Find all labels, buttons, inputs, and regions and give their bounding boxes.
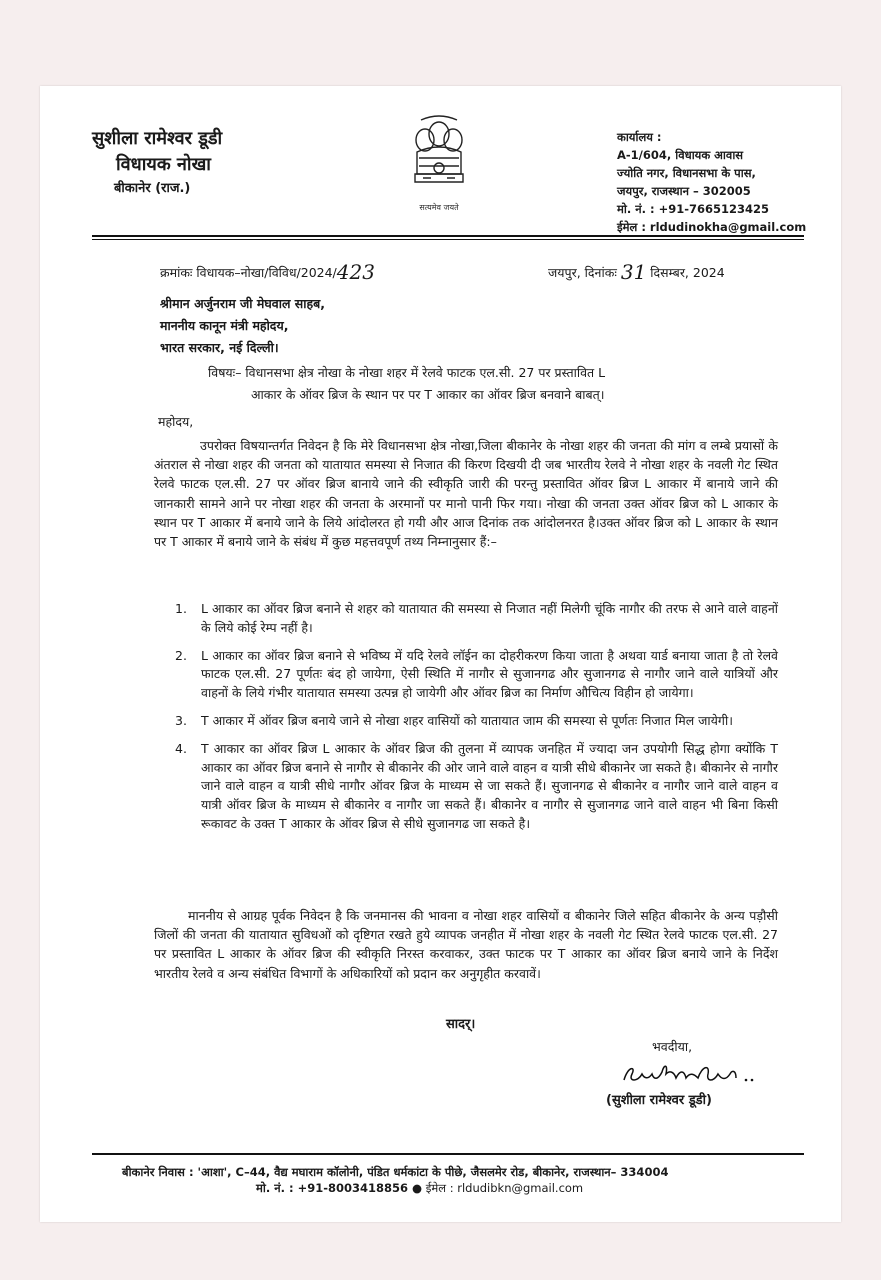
date-rest: दिसम्बर, 2024 [650,265,725,280]
reference-handwritten-number: 423 [336,260,375,284]
footer-email: ● ईमेल : rldudibkn@gmail.com [412,1181,584,1195]
subject-block [208,362,768,406]
office-phone: मो. नं. : +91-7665123425 [617,202,770,216]
office-email: ईमेल : rldudinokha@gmail.com [617,220,807,234]
subject-line: विषयः– विधानसभा क्षेत्र नोखा के नोखा शहर में रेलवे फाटक एल.सी. 27 पर प्रस्तावित L [208,365,606,380]
office-line3: जयपुर, राजस्थान – 302005 [617,184,751,198]
footer-address: बीकानेर निवास : 'आशा', C–44, वैद्य मघाराम कॉलोनी, पंडित धर्मकांटा के पीछे, जैसलमेर रोड, बीकानेर, राजस्थान– 334004 [122,1165,669,1179]
addressee-line: माननीय कानून मंत्री महोदय, [160,318,289,333]
paragraph-1-text: उपरोक्त विषयान्तर्गत निवेदन है कि मेरे विधानसभा क्षेत्र नोखा,जिला बीकानेर के नोखा शहर की जनता की मांग व लम्बे प्रयासों के अंतराल से नोखा शहर की जनता को यातायात समस्या से निजात की किरण दिखयी दी जब भारतीय रेलवे ने नोखा शहर के नवली गेट स्थित रेलवे फाटक एल.सी. 27 पर ऑवर ब्रिज बानाये जाने की स्वीकृति जारी की परन्तु प्रस्तावित ऑवर ब्रिज L आकार में बानाये जाने की जानकारी सामने आने पर नोखा शहर की जनता के अरमानों पर मानो पानी फिर गया। नोखा की जनता उक्त ऑवर ब्रिज को L आकार के स्थान पर T आकार में बनाये जाने के लिये आंदोलरत हो गयी और आज दिनांक तक आंदोलनरत है।उक्त ऑवर ब्रिज को L आकार के स्थान पर T आकार में बनाये जाने के संबंध में कुछ महत्तवपूर्ण तथ्य निम्नानुसार हैं:– [154,438,778,550]
header-divider [92,235,804,237]
signatory-name: (सुशीला रामेश्वर डूडी) [606,1093,712,1108]
list-item-text: L आकार का ऑवर ब्रिज बनाने से शहर को यातायात की समस्या से निजात नहीं मिलेगी चूंकि नागौर की तरफ से आने वाले वाहनों के लिये कोई रेम्प नहीं है। [201,601,778,635]
footer-phone: मो. नं. : +91-8003418856 [256,1181,409,1195]
paragraph-2-text: माननीय से आग्रह पूर्वक निवेदन है कि जनमानस की भावना व नोखा शहर वासियों व बीकानेर जिले सहित बीकानेर के अन्य पड़ौसी जिलों की जनता की यातायात सुविधओं को दृष्टिगत रखते हुये व्यापक जनहीत में नोखा शहर के नवली गेट स्थित रेलवे फाटक एल.सी. 27 पर प्रस्तावित L आकार के ऑवर ब्रिज की स्वीकृति निरस्त करवाकर, उक्त फाटक पर T आकार का ऑवर ब्रिज बनाये जाने के निर्देश भारतीय रेलवे व अन्य संबंधित विभागों के अधिकारियों को प्रदान कर अनुगृहीत करवावें। [154,908,778,981]
list-item-number: 4. [175,740,187,756]
salutation: महोदय, [158,414,194,429]
header-divider-thin [92,239,804,240]
list-item-text: L आकार का ऑवर ब्रिज बनाने से भविष्य में यदि रेलवे लॉईन का दोहरीकरण किया जाता है अथवा यार्ड बनाया जाता है तो रेलवे फाटक एल.सी. 27 पूर्णतः बंद हो जायेगा, ऐसी स्थिति में नागौर से सुजानगढ और सुजानगढ से नागौर जाने वाले यात्रियों और वाहनों के लिये गंभीर यातायात समस्या उत्पन्न हो जायेगी और ऑवर ब्रिज का निर्माण औचित्य विहीन हो जायेगा। [201,647,778,701]
subject-line: आकार के ऑवर ब्रिज के स्थान पर पर T आकार का ऑवर ब्रिज बनवाने बाबत्। [251,387,605,402]
list-item [175,647,778,703]
valediction: भवदीया, [652,1039,693,1054]
reference-prefix: क्रमांकः विधायक–नोखा/विविध/2024/ [160,265,337,280]
office-line1: A-1/604, विधायक आवास [617,148,744,162]
list-item-number: 1. [175,601,187,616]
footer-divider [92,1153,804,1155]
sender-city: बीकानेर (राज.) [114,181,191,196]
list-item [175,600,778,638]
closing: सादर्। [446,1017,476,1032]
office-line2: ज्योति नगर, विधानसभा के पास, [617,166,756,180]
list-item-text: T आकार का ऑवर ब्रिज L आकार के ऑवर ब्रिज की तुलना में व्यापक जनहित में ज्यादा जन उपयोगी सिद्ध होगा क्योंकि T आकार का ऑवर ब्रिज बनाने से नागौर से बीकानेर की ओर जाने वाले वाहन व यात्री सीधे बीकानेर जा सकते है। बीकानेर से नागौर जाने वाले वाहन व यात्री सीधे नागौर ऑवर ब्रिज के माध्यम से जा सकते हैं। सुजानगढ से बीकानेर व नागौर जाने वाले वाहन व यात्री ऑवर ब्रिज के माध्यम से बीकानेर व नागौर जा सकते हैं। बीकानेर व नागौर से सुजानगढ जाने वाले वाहन भी बिना किसी रूकावट के उक्त T आकार के ऑवर ब्रिज से सीधे सुजानगढ जा सकते है। [201,740,778,831]
body-paragraph-2 [154,906,778,983]
facts-list [175,600,778,843]
list-item-text: T आकार में ऑवर ब्रिज बनाये जाने से नोखा शहर वासियों को यातायात जाम की समस्या से पूर्णतः निजात मिल जायेगी। [201,712,733,728]
list-item [175,740,778,834]
body-paragraph-1 [154,436,778,551]
letter-date [548,258,725,282]
addressee-block [160,293,325,359]
list-item [175,712,778,731]
svg-text:सत्यमेव जयते: सत्यमेव जयते [419,203,459,212]
national-emblem-icon [403,112,475,216]
sender-name: सुशीला रामेश्वर डूडी [92,128,223,149]
list-item-number: 2. [175,647,187,663]
addressee-line: श्रीमान अर्जुनराम जी मेघवाल साहब, [160,296,325,311]
addressee-line: भारत सरकार, नई दिल्ली। [160,340,279,355]
office-label: कार्यालय : [617,130,662,144]
list-item-number: 3. [175,712,187,728]
office-address [617,128,806,236]
date-prefix: जयपुर, दिनांकः [548,265,617,280]
date-handwritten-day: 31 [620,260,647,284]
footer-contact [256,1181,583,1196]
sender-designation: विधायक नोखा [116,154,211,175]
handwritten-signature [618,1060,768,1088]
reference-number [160,258,375,282]
